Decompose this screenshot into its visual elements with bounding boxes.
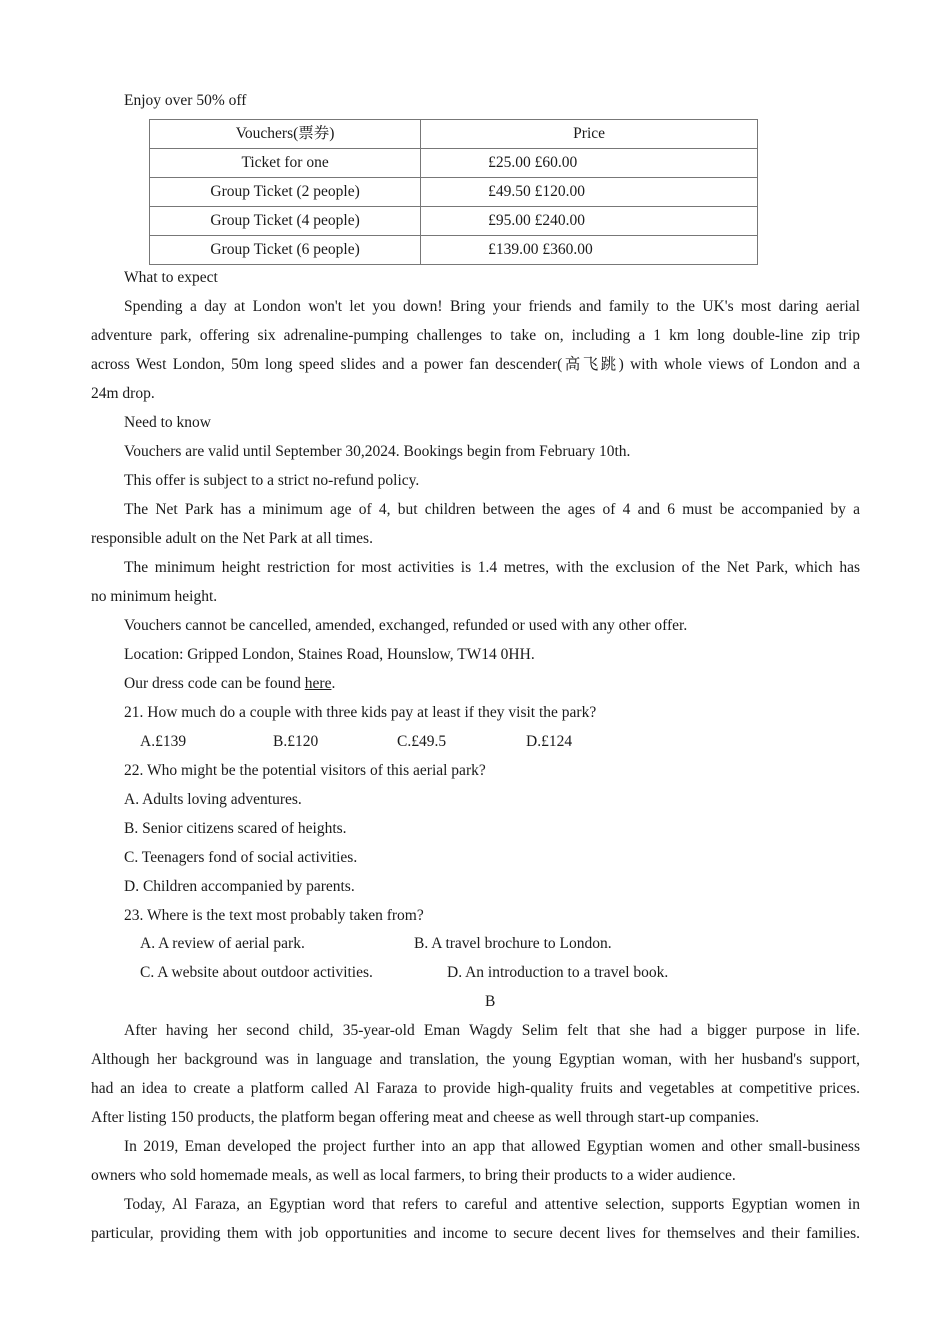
table-row — [150, 207, 758, 236]
paragraph-line: The Net Park has a minimum age of 4, but children between the ages of 4 and 6 must be accompanied by a — [124, 501, 860, 518]
paragraph-line: 24m drop. — [91, 385, 155, 402]
paragraph-line: no minimum height. — [91, 588, 218, 605]
paragraph-line: Vouchers are valid until September 30,2024. Bookings begin from February 10th. — [124, 443, 631, 460]
table-cell: £49.50 £120.00 — [421, 178, 758, 207]
paragraph-line: After having her second child, 35-year-old Eman Wagdy Selim felt that she had a bigger purpose in life. — [124, 1022, 860, 1039]
table-cell: £139.00 £360.00 — [421, 236, 758, 265]
table-header-row — [150, 120, 758, 149]
paragraph-line: In 2019, Eman developed the project further into an app that allowed Egyptian women and other small-business — [124, 1138, 860, 1155]
paragraph-line: Today, Al Faraza, an Egyptian word that refers to careful and attentive selection, supports Egyptian women in — [124, 1196, 860, 1213]
paragraph-line: had an idea to create a platform called Al Faraza to provide high-quality fruits and vegetables at competitive prices. — [91, 1080, 860, 1097]
dress-code-period: . — [331, 675, 336, 692]
intro-text: Enjoy over 50% off — [124, 92, 247, 109]
paragraph-line: This offer is subject to a strict no-refund policy. — [124, 472, 420, 489]
section-heading: What to expect — [124, 269, 218, 286]
section-heading: Need to know — [124, 414, 211, 431]
paragraph-line: Vouchers cannot be cancelled, amended, exchanged, refunded or used with any other offer. — [124, 617, 688, 634]
table-cell: Group Ticket (6 people) — [150, 236, 421, 265]
paragraph-line: The minimum height restriction for most activities is 1.4 metres, with the exclusion of the Net Park, which has — [124, 559, 860, 576]
paragraph-line: Spending a day at London won't let you down! Bring your friends and family to the UK's most daring aerial — [124, 298, 860, 315]
paragraph-line: particular, providing them with job opportunities and income to secure decent lives for themselves and their families. — [91, 1225, 860, 1242]
table-row — [150, 149, 758, 178]
table-cell: Group Ticket (2 people) — [150, 178, 421, 207]
option-d: D.£124 — [526, 733, 573, 750]
option-c: C. Teenagers fond of social activities. — [124, 849, 358, 866]
question-23: 23. Where is the text most probably taken from? — [124, 907, 424, 924]
table-cell: £95.00 £240.00 — [421, 207, 758, 236]
question-21: 21. How much do a couple with three kids pay at least if they visit the park? — [124, 704, 597, 721]
table-row — [150, 178, 758, 207]
paragraph-line: responsible adult on the Net Park at all times. — [91, 530, 373, 547]
option-d: D. An introduction to a travel book. — [447, 964, 669, 981]
paragraph-line: adventure park, offering six adrenaline-pumping challenges to take on, including a 1 km long double-line zip trip — [91, 327, 860, 344]
option-b: B.£120 — [273, 733, 319, 750]
paragraph-line: owners who sold homemade meals, as well as local farmers, to bring their products to a wider audience. — [91, 1167, 736, 1184]
option-b: B. A travel brochure to London. — [414, 935, 612, 952]
table-header-cell: Price — [421, 120, 758, 149]
table-row — [150, 236, 758, 265]
option-a: A. Adults loving adventures. — [124, 791, 302, 808]
option-a: A.£139 — [140, 733, 187, 750]
option-c: C. A website about outdoor activities. — [140, 964, 373, 981]
dress-code-text: Our dress code can be found — [124, 675, 305, 692]
dress-code-line — [124, 674, 335, 694]
paragraph-line: Although her background was in language and translation, the young Egyptian woman, with her husband's support, — [91, 1051, 860, 1068]
paragraph-line: After listing 150 products, the platform began offering meat and cheese as well through start-up companies. — [91, 1109, 760, 1126]
option-c: C.£49.5 — [397, 733, 447, 750]
table-cell: £25.00 £60.00 — [421, 149, 758, 178]
option-a: A. A review of aerial park. — [140, 935, 305, 952]
paragraph-line: across West London, 50m long speed slides and a power fan descender(高飞跳) with whole views of London and a — [91, 356, 860, 373]
dress-code-link[interactable]: here — [304, 675, 332, 692]
table-cell: Ticket for one — [150, 149, 421, 178]
option-b: B. Senior citizens scared of heights. — [124, 820, 347, 837]
paragraph-line: Location: Gripped London, Staines Road, Hounslow, TW14 0HH. — [124, 646, 535, 663]
section-b-title: B — [485, 993, 496, 1010]
question-22: 22. Who might be the potential visitors of this aerial park? — [124, 762, 486, 779]
option-d: D. Children accompanied by parents. — [124, 878, 355, 895]
table-cell: Group Ticket (4 people) — [150, 207, 421, 236]
table-header-cell: Vouchers(票券) — [150, 120, 421, 149]
voucher-price-table — [149, 119, 758, 265]
